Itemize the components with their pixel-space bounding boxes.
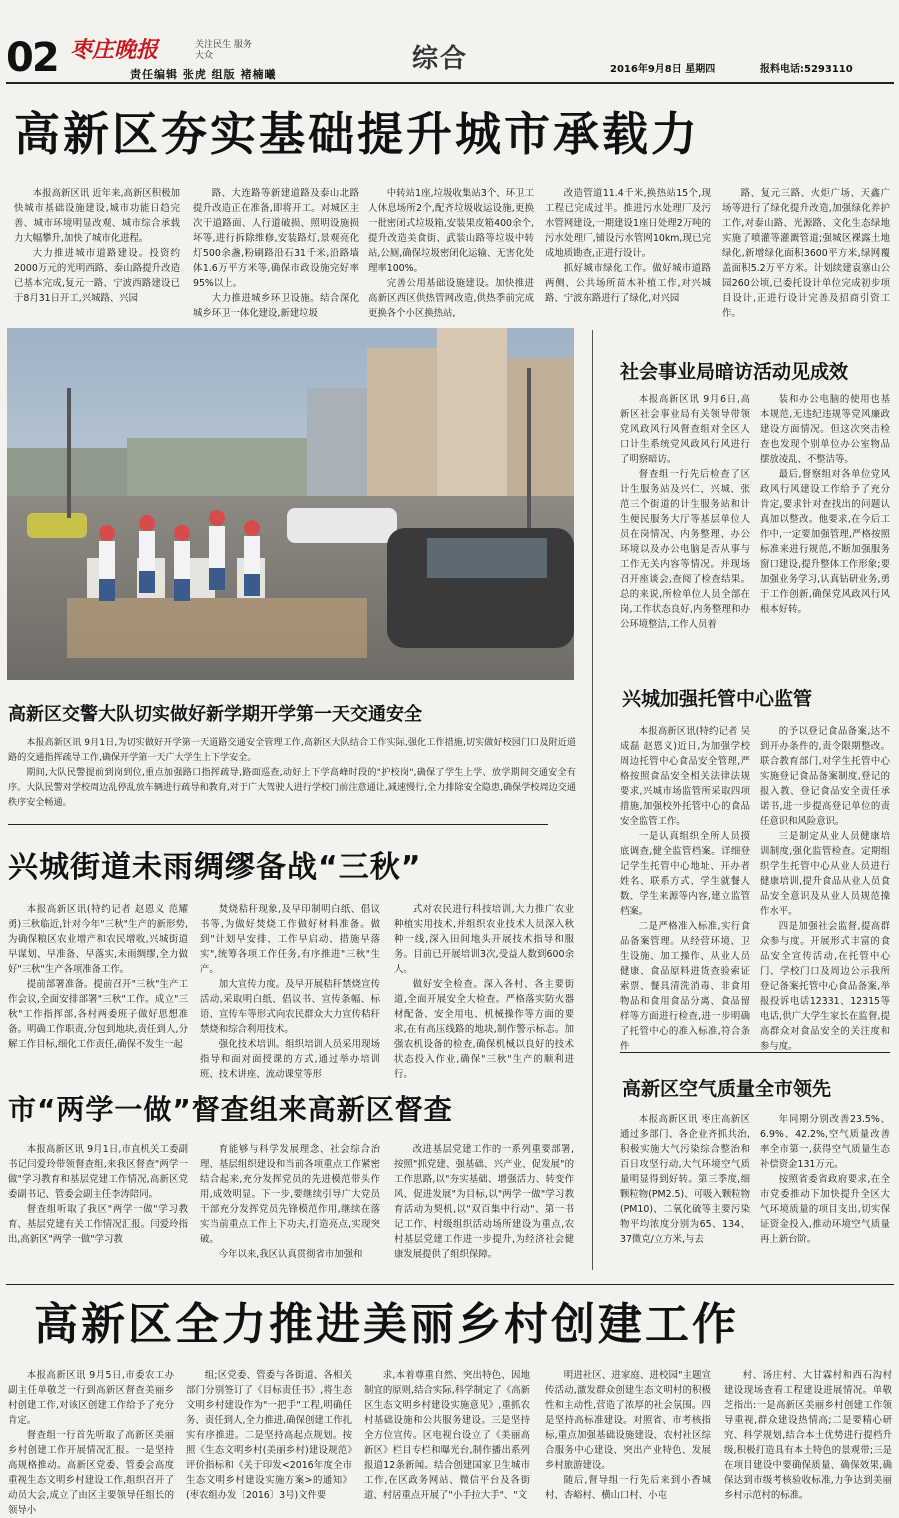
article5-col4: 明进社区、进家庭、进校园"主题宣传活动,激发群众创建生态文明村的积极性和主动性,营造了浓厚的社会氛围。四是坚持高标准建设。对照省、市考核指标,重点加强基础设施建设、农村社区综合服务中心建设、突出产业特色、发展乡村旅游建设。 随后,督导组一行先后来到小香城村、杏峪村、横山口村、小屯 [545,1370,711,1501]
right3-headline: 高新区空气质量全市领先 [622,1078,832,1100]
article1-col2: 路、大连路等新建道路及泰山北路提升改造正在准备,即将开工。对城区主次干道路面、人行道破损、照明设施损坏等,进行拆除维修,安装路灯,景观亮化灯500余盏,粉刷路沿石31千米,沿路墙体1.6万平方米等,确保市政设施完好率95%以上。 大力推进城乡环卫设施。结合深化城乡环卫一体化建设,新建垃圾 [193,188,359,319]
right1-col1: 本报高新区讯 9月6日,高新区社会事业局有关领导带领党风政风行风督查组对全区人口计生系统党风政风行风进行了明察暗访。 督查组一行先后检查了区计生服务站及兴仁、兴城、张范三个街道的计生服务站和计生便民服务大厅等基层单位人员在岗情况、内务整理、办公环境以及办公电脑是否从事与工作无关内容等情况。并现场召开座谈会,查阅了检查结果。总的来说,所检单位人员全部在岗,工作状态良好,内务整理和办公环境整洁,工作人员着 [620,394,750,630]
article5-col5: 村、汤庄村、大甘霖村和西石沟村建设现场查看工程建设进展情况。单敬芝指出:一是高新区美丽乡村创建工作领导重视,群众建设热情高;二是要精心研究、科学规划,结合本土优势进行提档升级,积极打造具有本土特色的景观带;三是在项目建设中要确保质量、确保效果,确保达到市级考核验收标准,力争达到美丽乡村示范村的标准。 [724,1370,892,1501]
article3-col3: 式对农民进行科技培训,大力推广农业种植实用技术,并组织农业技术人员深入秋种一线,深入田间地头开展技术指导和服务。目前已开展培训3次,受益人数到600余人。 做好安全检查。深入各村、各主要街道,全面开展安全大检查。严格落实防火器材配备、安全用电、机械操作等方面的要求,在有高压线路的地块,制作警示标志。加强农机设备的检查,确保机械以良好的技术状态投入作业,确保"三秋"生产的顺利进行。 [394,904,574,1080]
article3-col1: 本报高新区讯(特约记者 赵恩义 范耀勇)三秋临近,针对今年"三秋"生产的新形势,为确保粮区农业增产和农民增收,兴城街道早谋划、早准备、早落实,未雨绸缪,全力做好"三秋"生产各项准备工作。 提前部署准备。提前召开"三秋"生产工作会议,全面安排部署"三秋"工作。成立"三秋"工作指挥部,各村两委班子做好思想准备。明确工作职责,分包到地块,责任到人,分解工作目标,细化工作责任,确保不发生一起 [8,904,188,1050]
traffic-photo-illustration [7,328,574,680]
article1-col1: 本报高新区讯 近年来,高新区积极加快城市基础设施建设,城市功能日趋完善、城市环境明显改观、城市综合承载力大幅攀升,加快了城市化进程。 大力推进城市道路建设。投资约2000万元的光明西路、泰山路提升改造已基本完成,复元一路、宁波西路建设已于8月31日开工,兴城路、兴园 [14,188,180,304]
article4-col1: 本报高新区讯 9月1日,市直机关工委副书记闫爱玲带领督查组,来我区督查"两学一做"学习教育和基层党建工作情况,高新区党委副书记、管委会副主任李涛陪同。 督查组听取了我区"两学一做"学习教育、基层党建有关工作情况汇报。闫爱玲指出,高新区"两学一做"学习教 [8,1144,188,1245]
right1-col2: 装和办公电脑的使用也基本规范,无违纪违规等党风廉政建设方面情况。但这次突击检查也发现个别单位办公室物品摆放凌乱、不整洁等。 最后,督察组对各单位党风政风行风建设工作给予了充分肯定,要求针对查找出的问题认真加以整改。他要求,在今后工作中,一定要加强管理,严格按照标准来进行规范,不断加强服务窗口建设,提升整体工作形象;要加强业务学习,认真钻研业务,勇于工作创新,确保党风政风行风根本好转。 [760,394,890,615]
article5-col1: 本报高新区讯 9月5日,市委农工办副主任单敬芝一行到高新区督查美丽乡村创建工作,对该区创建工作给予了充分肯定。 督查组一行首先听取了高新区美丽乡村创建工作开展情况汇报。一是坚持高规格推动。高新区党委、管委会高度重视生态文明乡村建设工作,组织召开了动员大会,成立了由区主要领导任组长的领导小 [8,1370,174,1516]
right2-col2: 的予以登记食品备案,达不到开办条件的,责令限期整改。联合教育部门,对学生托管中心实施登记食品备案制度,登记的报入教、登记食品安全责任承诺书,进一步提高登记单位的责任意识和风险意识。 三是制定从业人员健康培训制度,强化监管检查。定期组织学生托管中心从业人员进行健康培训,提升食品从业人员食品安全意识及从业人员规范操作水平。 四是加强社会监督,提高群众参与度。开展形式丰富的食品安全宣传活动,在托管中心门、学校门口及周边公示我所登记备案托管中心食品备案,举报投诉电话12331、12315等电话,供广大学生家长在监督,提高群众对食品安全的关注度和参与度。 [760,726,890,1052]
article2-rule [8,824,548,825]
article1-col4: 改造管道11.4千米,换热站15个,现工程已完成过半。推进污水处理厂及污水管网建设,一期建设1座日处理2万吨的污水处理厂,铺设污水管网10km,现已完成地质勘查,正进行设计。 抓好城市绿化工作。做好城市道路两侧、公共场所苗木补植工作,对兴城路、宁波东路进行了绿化,对兴园 [545,188,711,304]
hotline: 报料电话:5293110 [760,64,853,75]
newspaper-slogan: 关注民生 服务大众 [195,40,252,61]
right2-headline: 兴城加强托管中心监管 [622,688,813,710]
right3-col1: 本报高新区讯 枣庄高新区通过多部门、各企业齐抓共治,积极实施大气污染综合整治和百日攻坚行动,大气环境空气质量明显得到好转。第三季度,细颗粒物(PM2.5)、可吸入颗粒物(PM10)、二氧化硫等主要污染物平均浓度分别为65、134、37微克/立方米,与去 [620,1114,750,1245]
article5-headline: 高新区全力推进美丽乡村创建工作 [34,1299,739,1350]
right1-headline: 社会事业局暗访活动见成效 [620,361,849,383]
traffic-photo [7,328,574,680]
article1-col5: 路、复元三路、火炬广场、天鑫广场等进行了绿化提升改造,加强绿化养护工作,对泰山路、光源路、文化生态绿地实施了喷灌等灌溉管道;强城区裸露土地绿化,新增绿化面积3600平方米,绿网覆盖面积5.2万平方米。计划续建袁寨山公园260公顷,已委托设计单位完成初步项目设计,正进行设计完善及招商引资工作。 [722,188,890,319]
right2-col1: 本报高新区讯(特约记者 吴成磊 赵恩义)近日,为加强学校周边托管中心食品安全管理,严格按照食品安全相关法律法规要求,兴城市场监管所采取四项措施,加强校外托管中心的食品安全监管工作。 一是认真组织全所人员摸底调查,健全监管档案。详细登记学生托管中心地址、开办者姓名、联系方式、学生就餐人数、学生来源等内容,建立监管档案。 二是严格准入标准,实行食品备案管理。从经营环境、卫生设施、加工操作、从业人员健康、食品原料进货查验索证索票、餐具清洗消毒、非食用物品和食用食品分离、食品留样等方面进行检查,进一步明确了托管中心的准入标准,符合条件 [620,726,750,1052]
article3-col2: 焚烧秸秆现象,及早印制明白纸、倡议书等,为做好焚烧工作做好材料准备。做到"计划早安排、工作早启动、措施早落实",统筹各项工作任务,有序推进"三秋"生产。 加大宣传力度。及早开展秸秆禁烧宣传活动,采取明白纸、倡议书、宣传条幅、标语、宣传车等形式向农民群众大力宣传秸秆禁烧和综合利用技术。 强化技术培训。组织培训人员采用现场指导和面对面授课的方式,通过举办培训班、技术讲座、流动课堂等形 [200,904,380,1080]
article5-col3: 求,本着尊重自然、突出特色、因地制宜的原则,结合实际,科学制定了《高新区生态文明乡村建设实施意见》,重抓农村基础设施和公共服务建设。三是坚持全方位宣传。区电视台设立了《美丽高新区》栏目专栏和曝光台,制作播出系列报道12条新闻。结合创建国家卫生城市工作,在区政务网站、微信平台及各街道、村居重点开展了"小手拉大手"、"文 [364,1370,530,1501]
masthead-rule [6,82,894,84]
article5-rule [6,1284,894,1285]
article1-headline: 高新区夯实基础提升城市承载力 [14,107,700,161]
article5-col2: 组;区党委、管委与各街道、各相关部门分别签订了《目标责任书》,将生态文明乡村建设作为"一把手"工程,明确任务、责任到人,全力推进,确保创建工作扎实有序推进。二是坚持高起点规划。按照《生态文明乡村(美丽乡村)建设规范》评价指标和《关于印发<2016年度全市生态文明乡村建设实施方案>的通知》(枣农组办发〔2016〕3号)文件要 [186,1370,352,1501]
article2-headline: 高新区交警大队切实做好新学期开学第一天交通安全 [8,704,422,725]
editors-line: 责任编辑 张虎 组版 褚楠曦 [130,68,277,81]
right3-col2: 年同期分别改善23.5%、6.9%、42.2%,空气质量改善率全市第一,获得空气质量生态补偿资金131万元。 按照省委省政府要求,在全市党委推动下加快提升全区大气环境质量的项目支出,切实保证资金投入,推动环境空气质量再上新台阶。 [760,1114,890,1245]
newspaper-logo: 枣庄晚报 [70,37,159,63]
article2-body: 本报高新区讯 9月1日,为切实做好开学第一天道路交通安全管理工作,高新区大队结合工作实际,强化工作措施,切实做好校园门口及附近道路的交通指挥疏导工作,确保开学第一天广大学生上下学安全。 期间,大队民警提前到岗到位,重点加强路口指挥疏导,路面巡查,动好上下学高峰时段的"护校岗",确保了学生上学、放学期间交通安全有序。大队民警对学校周边乱停乱放车辆进行疏导和教育,对于广大驾驶人进行学校门前注意通让,减速慢行,全力排除安全隐患,确保学校周边交通秩序安全畅通。 [8,738,576,808]
article4-col2: 育能够与科学发展理念、社会综合治理、基层组织建设和当前各项重点工作紧密结合起来,充分发挥党员的先进模范带头作用,成效明显。下一步,要继续引导广大党员干部充分发挥党员先锋模范作用,继续在落实当前重点工作上下功夫,打造亮点,实现突破。 今年以来,我区认真贯彻省市加强和 [200,1144,380,1260]
right2-rule [620,1052,890,1053]
article4-col3: 改进基层党建工作的一系列重要部署,按照"抓党建、强基础、兴产业、促发展"的工作思路,以"夯实基础、增强活力、转变作风、促进发展"为目标,以"两学一做"学习教育活动为契机,以"双百集中行动"、第一书记工作、村级组织活动场所建设为重点,农村基层党建工作进一步提升,为经济社会健康发展提供了组织保障。 [394,1144,574,1260]
section-title: 综合 [412,44,469,74]
column-divider [592,330,593,1270]
article4-headline: 市“两学一做”督查组来高新区督查 [8,1093,453,1126]
issue-date: 2016年9月8日 星期四 [610,64,716,75]
page-number: 02 [6,35,58,81]
article3-headline: 兴城街道未雨绸缪备战“三秋” [8,850,422,885]
article1-col3: 中转站1座,垃圾收集站3个、环卫工人休息场所2个,配齐垃圾收运设施,更换一批密闭式垃圾箱,安装果皮箱400余个,提升改造美食街、武装山路等垃圾中转站,公厕,确保垃圾密闭化运输、无害化处理率100%。 完善公用基础设施建设。加快推进高新区西区供热管网改造,供热季前完成更换各个小区换热站, [368,188,534,319]
